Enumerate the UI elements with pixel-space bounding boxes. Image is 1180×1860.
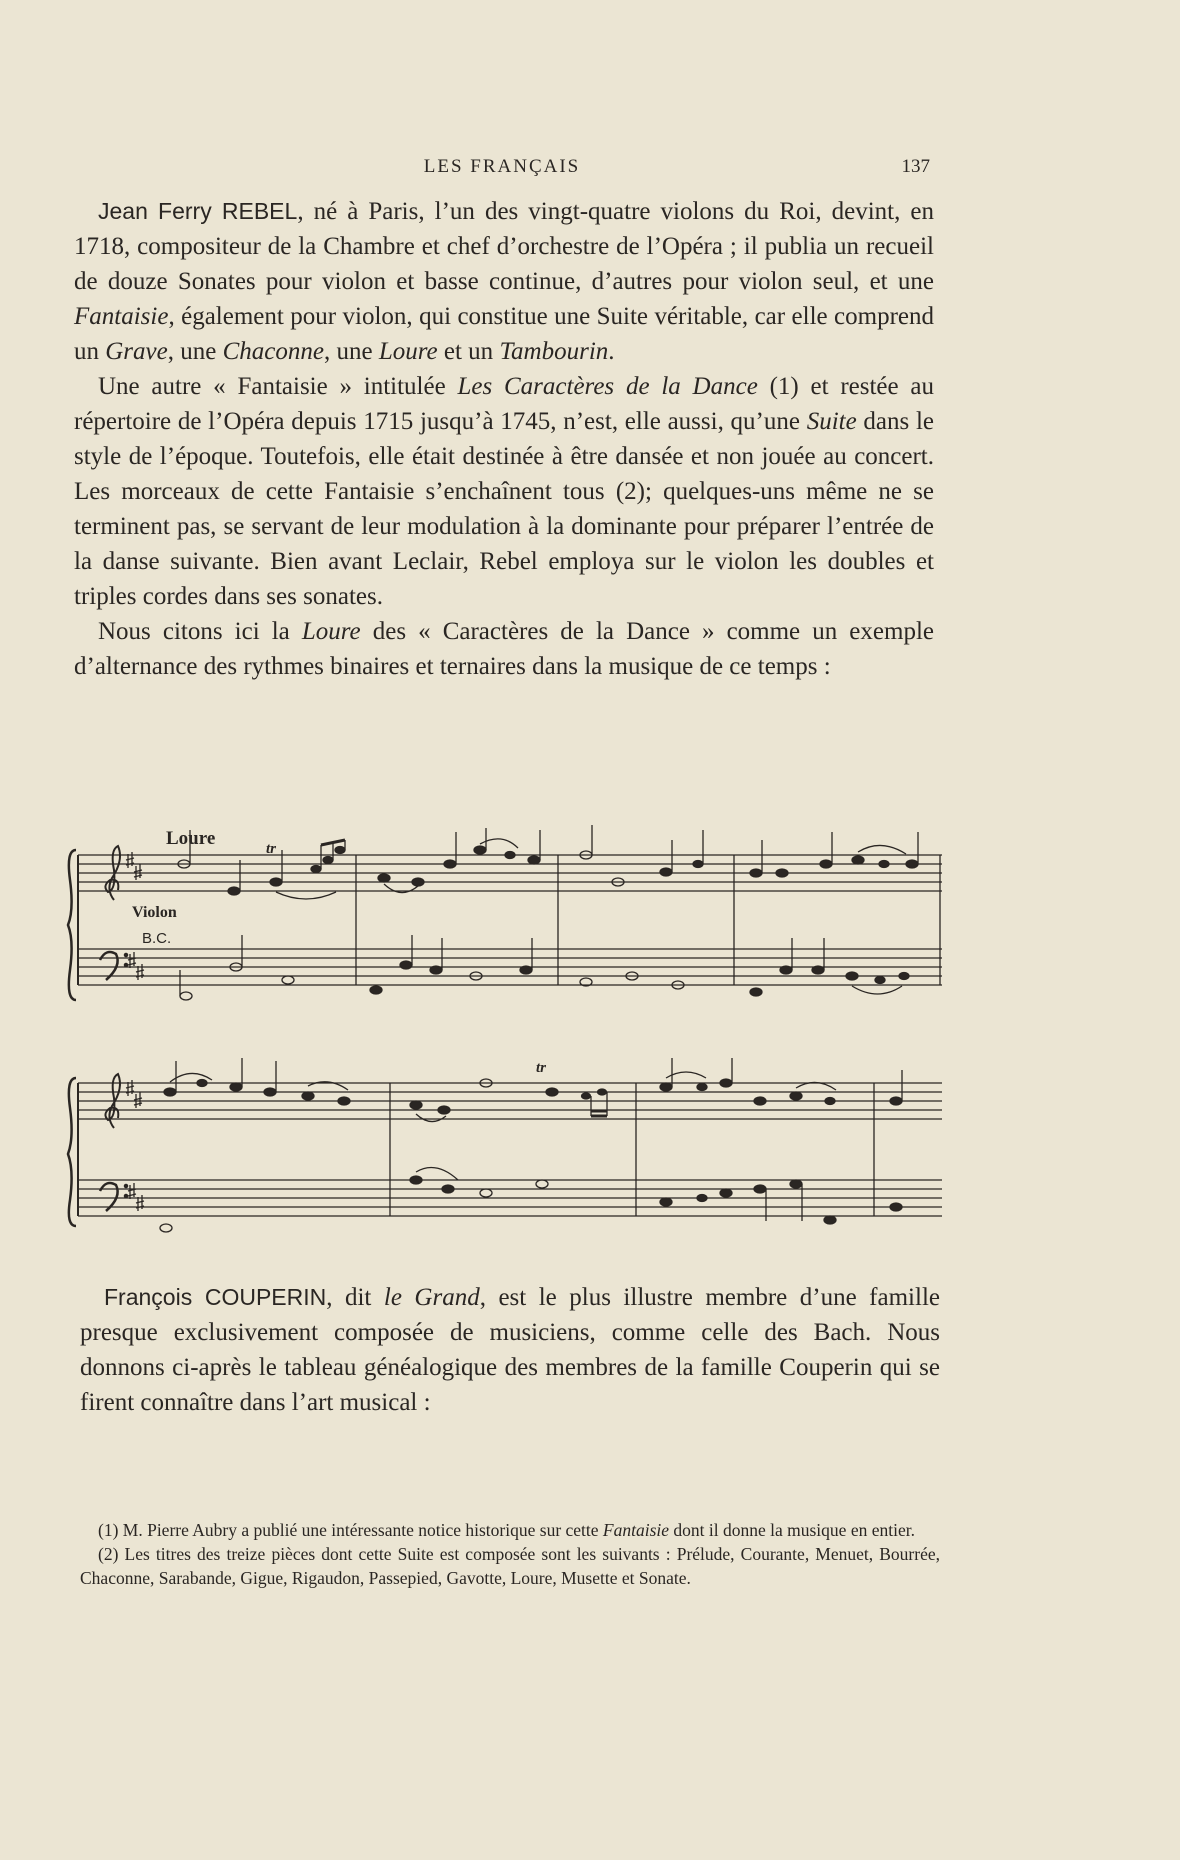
score-system-2-svg (66, 1056, 942, 1236)
composer-name: François COUPERIN (104, 1284, 327, 1310)
text-run: , une (323, 338, 379, 365)
composer-name: Jean Ferry REBEL (98, 198, 298, 224)
bass-label: B.C. (142, 930, 172, 947)
trill-mark: tr (536, 1060, 547, 1076)
text-run: et un (437, 338, 500, 365)
text-run: (1) et restée au répertoire de l’Opéra depuis 1715 jusqu’à 1745, n’est, elle aussi, qu’une (74, 373, 934, 435)
italic-title: Les Caractères de la Dance (457, 373, 758, 400)
italic-title: Loure (301, 618, 361, 645)
italic-title: Suite (806, 408, 857, 435)
text-run: , est le plus illustre membre d’une famille presque exclusivement composée de musiciens, comme celle des Bach. Nous donnons ci-après le tableau généalogique des membres de la famille Couperin qui se firent connaître dans l’art musical : (80, 1284, 940, 1416)
score-system-2 (66, 1056, 942, 1236)
running-title: LES FRANÇAIS (423, 156, 581, 177)
footnote-1 (80, 1518, 940, 1542)
italic-title: Fantaisie (74, 303, 169, 330)
footnotes (80, 1518, 940, 1590)
rebel-paragraph-3 (74, 614, 934, 684)
italic-title: Fantaisie (602, 1520, 670, 1540)
italic-title: Tambourin (499, 338, 609, 365)
text-run: , également pour violon, qui constitue une Suite véritable, car elle comprend un (74, 303, 934, 365)
text-run: . (608, 338, 615, 365)
rebel-section (74, 194, 934, 684)
text-run: , né à Paris, l’un des vingt-quatre violons du Roi, devint, en 1718, compositeur de la Chambre et chef d’orchestre de l’Opéra ; il publia un recueil de douze Sonates pour violon et basse continue, d’autres pour violon seul, et une (74, 198, 934, 295)
italic-title: Grave (105, 338, 168, 365)
couperin-paragraph (80, 1280, 940, 1420)
text-run: , dit (326, 1284, 384, 1311)
score-system-1 (66, 820, 942, 1010)
italic-title: Loure (378, 338, 438, 365)
couperin-section (80, 1280, 940, 1420)
footnote-2 (80, 1542, 940, 1590)
text-run: des « Caractères de la Dance » comme un exemple d’alternance des rythmes binaires et ternaires dans la musique de ce temps : (74, 618, 934, 680)
score-system-1-svg (66, 820, 942, 1010)
score-title: Loure (166, 828, 216, 849)
text-run: Nous citons ici la (98, 618, 302, 645)
italic-title: le Grand (383, 1284, 480, 1311)
text-run: dont il donne la musique en entier. (669, 1520, 915, 1540)
text-run: (2) Les titres des treize pièces dont cette Suite est composée sont les suivants : Prélude, Courante, Menuet, Bourrée, Chaconne, Sarabande, Gigue, Rigaudon, Passepied, Gavotte, Loure, Musette et Sonate. (80, 1544, 940, 1588)
text-run: (1) M. Pierre Aubry a publié une intéressante notice historique sur cette (98, 1520, 603, 1540)
page-number: 137 (901, 156, 930, 177)
trill-mark: tr (266, 841, 277, 857)
text-run: , une (167, 338, 223, 365)
rebel-paragraph-1 (74, 194, 934, 369)
text-run: dans le style de l’époque. Toutefois, elle était destinée à être dansée et non jouée au concert. Les morceaux de cette Fantaisie s’enchaînent tous (2); quelques-uns même ne se terminent pas, se servant de leur modulation à la dominante pour préparer l’entrée de la danse suivante. Bien avant Leclair, Rebel employa sur le violon les doubles et triples cordes dans ses sonates. (74, 408, 934, 610)
text-run: Une autre « Fantaisie » intitulée (98, 373, 458, 400)
rebel-paragraph-2 (74, 369, 934, 614)
italic-title: Chaconne (222, 338, 324, 365)
running-head (74, 156, 930, 182)
violin-label: Violon (132, 904, 177, 921)
